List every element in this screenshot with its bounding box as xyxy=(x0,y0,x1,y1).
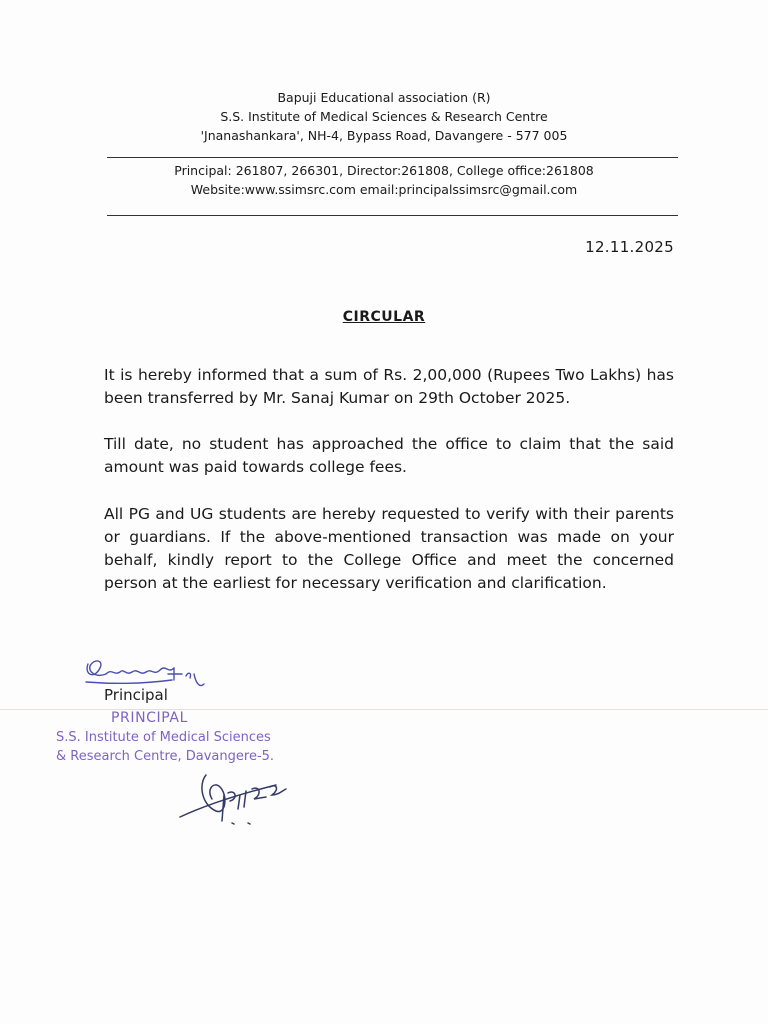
stamp-line-2: & Research Centre, Davangere-5. xyxy=(56,749,275,764)
body-paragraph-1: It is hereby informed that a sum of Rs. 2,00,000 (Rupees Two Lakhs) has been transferred by Mr. Sanaj Kumar on 29th October 2025. xyxy=(104,366,674,407)
stamp-heading: PRINCIPAL xyxy=(111,710,188,726)
principal-stamp xyxy=(56,709,274,766)
circular-date: 12.11.2025 xyxy=(585,238,674,256)
letterhead xyxy=(0,88,768,145)
contact-block xyxy=(0,161,768,199)
association-name: Bapuji Educational association (R) xyxy=(277,90,491,105)
circular-title: CIRCULAR xyxy=(342,309,426,325)
stamp-line-1: S.S. Institute of Medical Sciences xyxy=(56,730,271,745)
body-paragraph-3: All PG and UG students are hereby requested to verify with their parents or guardians. If the above-mentioned transaction was made on your behalf, kindly report to the College Office and meet the concerned person at the earliest for necessary verification and clarification. xyxy=(104,505,674,592)
institute-name: S.S. Institute of Medical Sciences & Research Centre xyxy=(220,109,548,124)
header-divider-bottom xyxy=(107,215,678,216)
website-email: Website:www.ssimsrc.com email:principalssimsrc@gmail.com xyxy=(190,182,578,197)
phone-numbers: Principal: 261807, 266301, Director:261808, College office:261808 xyxy=(174,163,594,178)
body-paragraph-2: Till date, no student has approached the office to claim that the said amount was paid towards college fees. xyxy=(104,435,674,476)
initials-signature xyxy=(176,765,296,831)
institute-address: 'Jnanashankara', NH-4, Bypass Road, Davangere - 577 005 xyxy=(200,128,568,143)
signatory-label: Principal xyxy=(104,686,168,704)
header-divider-top xyxy=(107,157,678,158)
